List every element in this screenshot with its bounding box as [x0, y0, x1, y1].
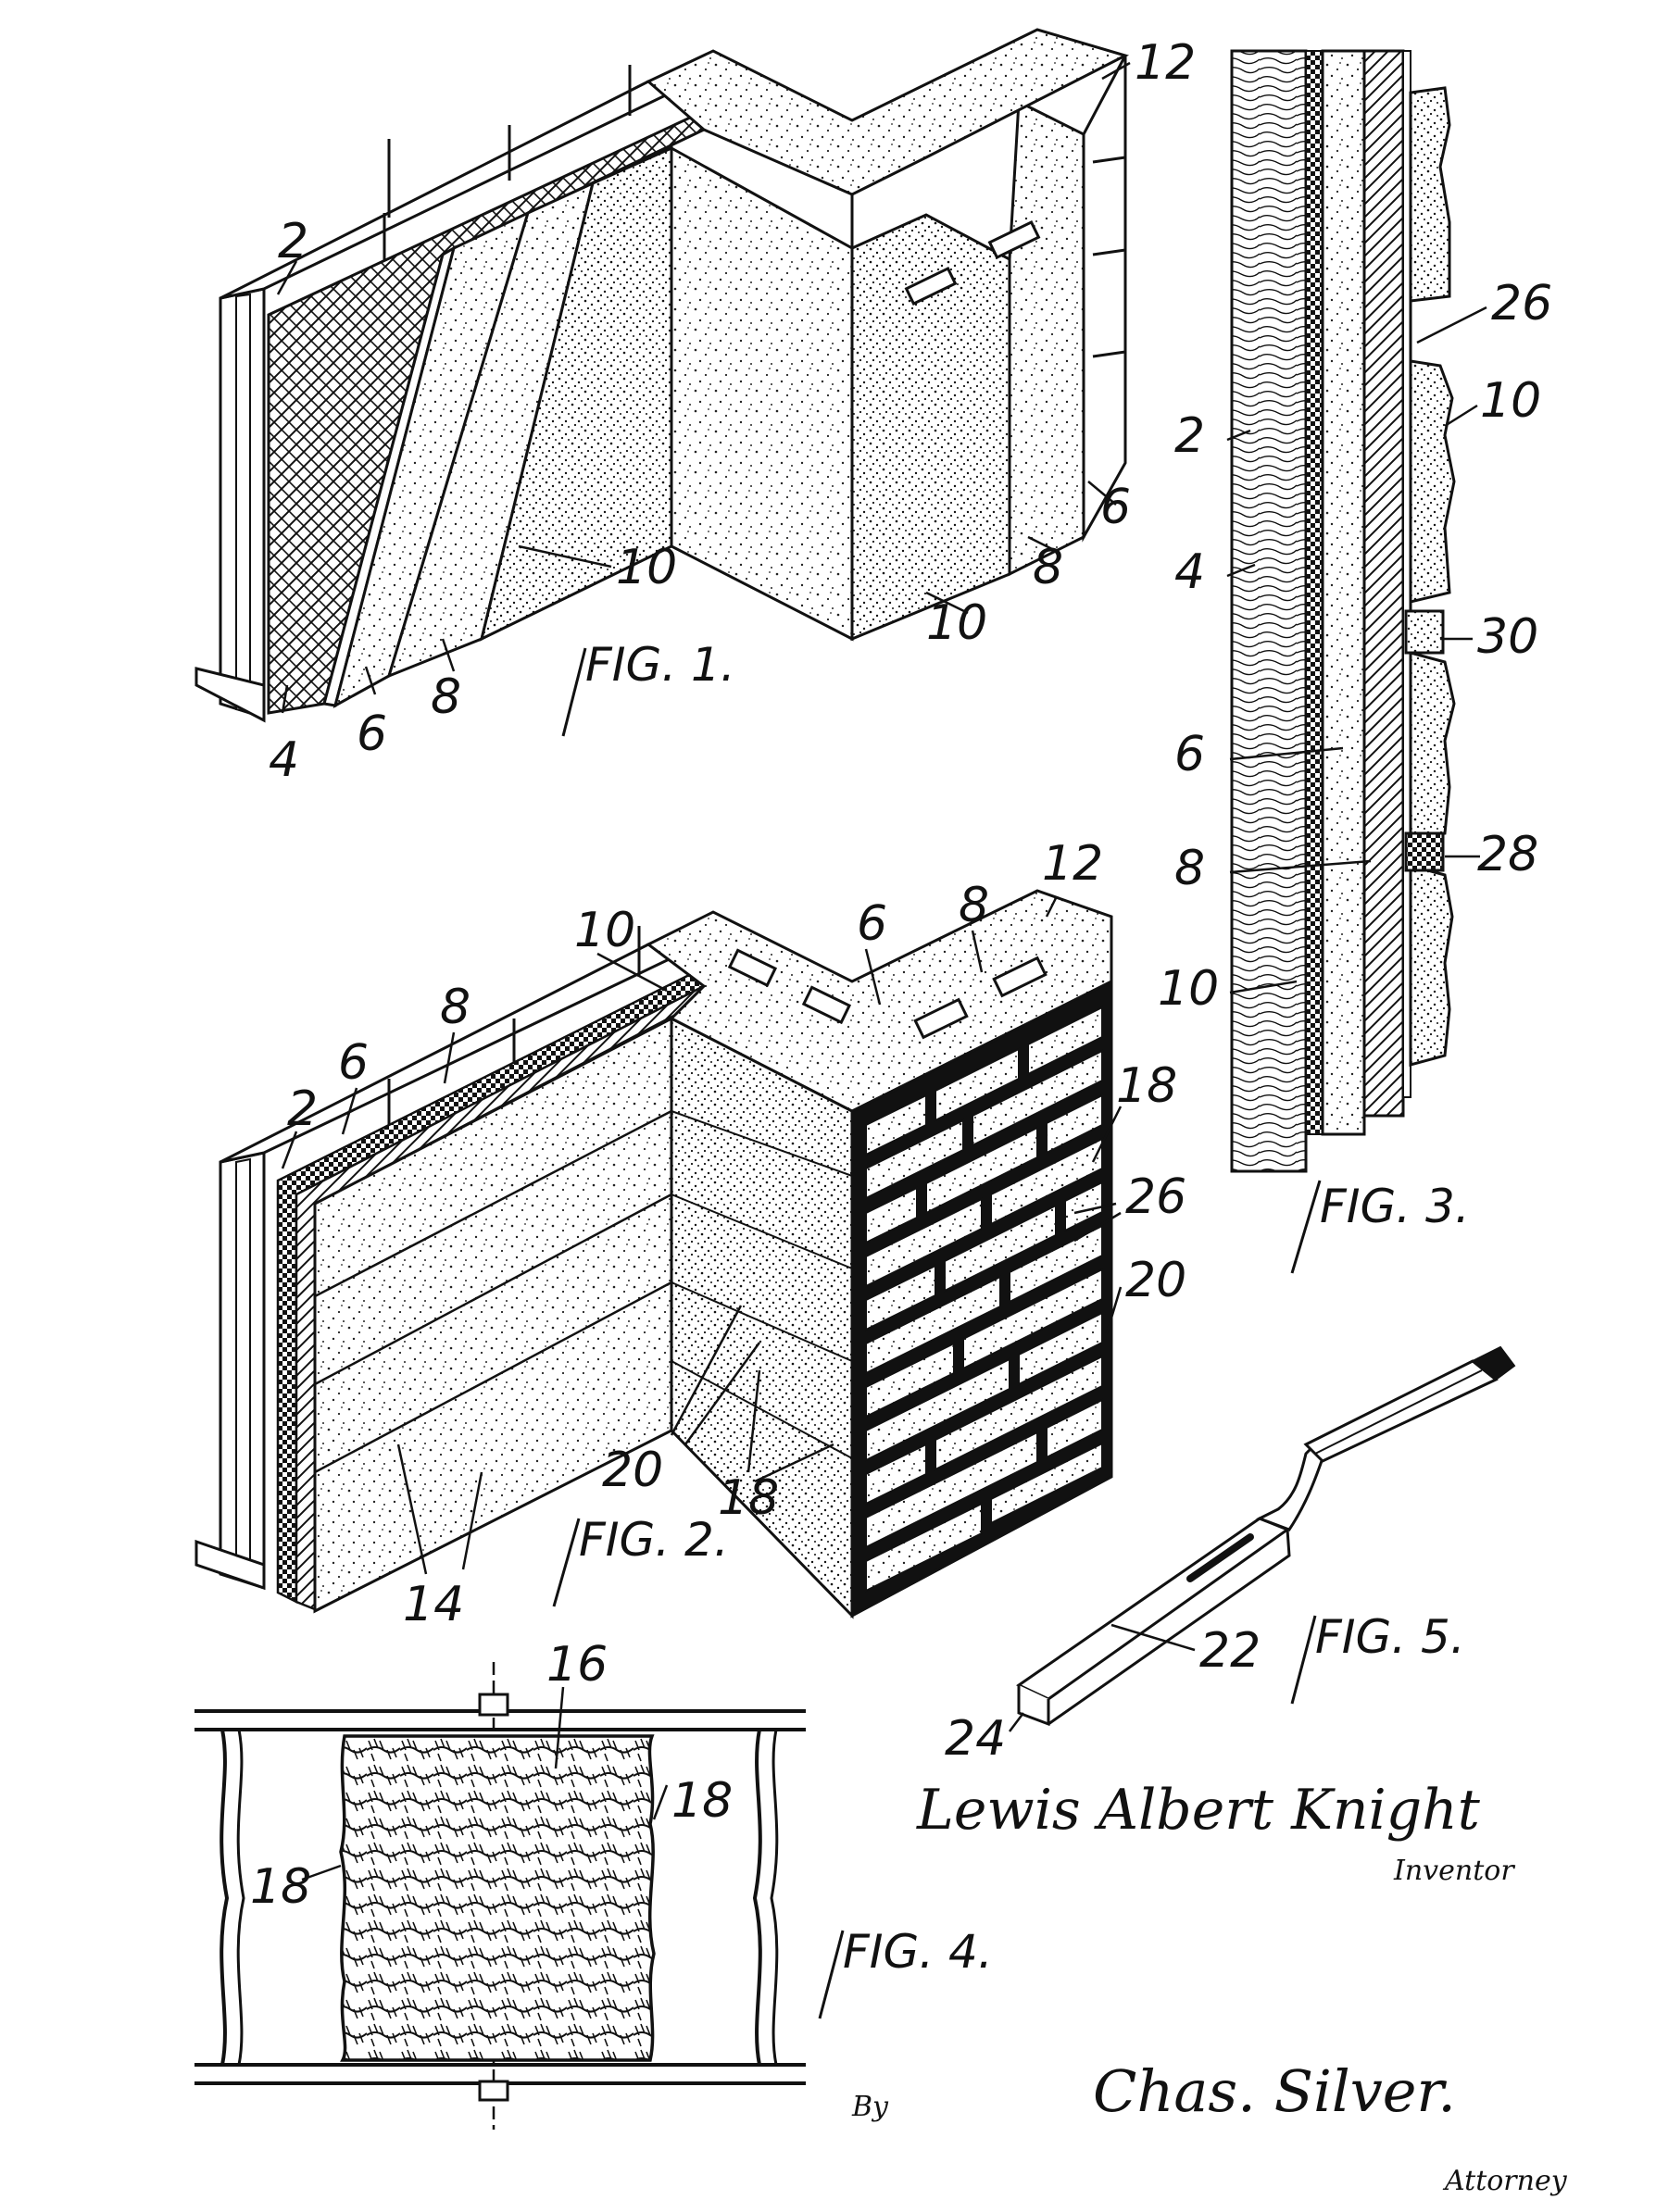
by-label: By	[852, 2091, 888, 2123]
fig3-ref-6: 6	[1174, 727, 1206, 782]
fig2-ref-20b: 20	[602, 1443, 664, 1498]
fig3-ref-10: 10	[1480, 373, 1542, 429]
fig4-texture-roller	[341, 1736, 654, 2060]
fig2-ref-10: 10	[574, 903, 636, 958]
fig3-plaster-layer-6	[1323, 51, 1364, 1134]
fig3-joint-28	[1406, 833, 1443, 870]
fig1-ref-12: 12	[1135, 35, 1197, 91]
fig2-ref-18: 18	[1116, 1058, 1178, 1114]
fig1-caption: FIG. 1.	[585, 638, 735, 692]
fig1-corner-face	[671, 148, 852, 639]
fig3-ref-30: 30	[1477, 609, 1539, 665]
fig3-ref-8: 8	[1174, 841, 1206, 896]
inventor-name: Lewis Albert Knight	[917, 1778, 1480, 1843]
fig1-ref-10b: 10	[926, 595, 988, 651]
fig5-ref-24: 24	[945, 1711, 1007, 1767]
fig1-ref-8b: 8	[1033, 540, 1064, 595]
fig2-ref-20: 20	[1125, 1253, 1187, 1308]
fig2-ref-6: 6	[338, 1035, 370, 1091]
fig3-joint-30	[1406, 611, 1443, 653]
fig3-plaster-layer-8	[1364, 51, 1403, 1116]
attorney-name: Chas. Silver.	[1093, 2057, 1456, 2125]
fig3-caption: FIG. 3.	[1320, 1180, 1470, 1233]
fig3-wood-layer	[1232, 51, 1306, 1171]
fig5-caption: FIG. 5.	[1315, 1610, 1465, 1664]
fig1-ref-10: 10	[616, 540, 678, 595]
fig2-ref-8: 8	[440, 980, 471, 1035]
fig1-ref-8: 8	[431, 669, 462, 725]
fig2-ref-26: 26	[1125, 1169, 1187, 1225]
fig3-ref-28: 28	[1477, 827, 1539, 882]
fig3-ref-2: 2	[1174, 408, 1206, 464]
fig4-ref-18b: 18	[250, 1859, 312, 1915]
fig2-ref-8b: 8	[959, 878, 990, 933]
fig1-ref-6: 6	[357, 706, 388, 762]
signature-block	[851, 1778, 1568, 2197]
fig1-ref-2: 2	[278, 214, 309, 269]
fig2-caption: FIG. 2.	[579, 1513, 729, 1567]
fig4-ref-16: 16	[546, 1637, 608, 1693]
fig2-ref-12: 12	[1042, 836, 1104, 892]
fig3-ref-4: 4	[1174, 544, 1206, 600]
figure-2	[196, 836, 1186, 1632]
inventor-label: Inventor	[1394, 1855, 1514, 1887]
fig5-ref-22: 22	[1199, 1623, 1261, 1679]
fig2-ref-14: 14	[403, 1577, 465, 1632]
fig1-ref-6b: 6	[1100, 480, 1132, 535]
figure-3	[1158, 51, 1552, 1273]
fig1-ref-4: 4	[269, 732, 300, 788]
figure-4	[194, 1637, 993, 2130]
fig2-ref-2: 2	[287, 1081, 319, 1137]
attorney-label: Attorney	[1445, 2165, 1567, 2197]
fig3-sheathing-layer	[1306, 51, 1323, 1134]
fig2-ref-6b: 6	[857, 896, 888, 952]
fig2-ref-18b: 18	[718, 1470, 780, 1526]
fig3-stucco-face	[1411, 88, 1454, 1065]
fig4-ref-18: 18	[671, 1773, 734, 1829]
fig3-ref-10b: 10	[1158, 961, 1220, 1017]
fig4-caption: FIG. 4.	[843, 1925, 993, 1979]
figure-1	[196, 0, 1196, 788]
fig3-ref-26: 26	[1491, 276, 1553, 331]
